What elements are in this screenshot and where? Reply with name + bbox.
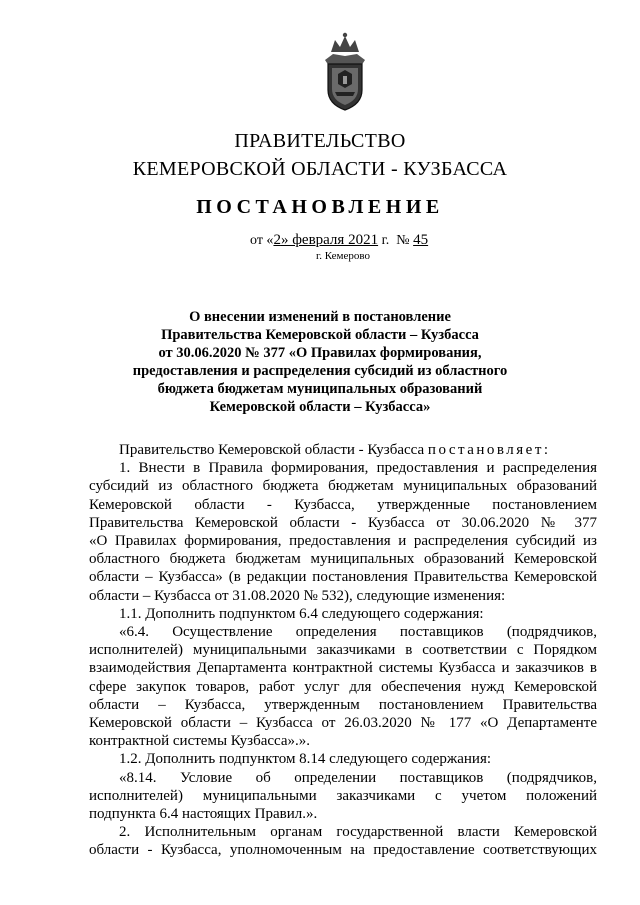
- date-year-suffix: г.: [378, 233, 390, 248]
- number-prefix: №: [396, 233, 410, 248]
- date-month-year: » февраля 2021: [280, 232, 379, 248]
- text-line: «6.4. Осуществление определения поставщиков (подрядчиков,: [119, 624, 597, 641]
- text-line: области – Кузбасса» (в редакции постановления Правительства Кемеровской: [89, 569, 597, 586]
- government-title-line2: КЕМЕРОВСКОЙ ОБЛАСТИ - КУЗБАССА: [132, 158, 508, 180]
- document-subject: [100, 308, 540, 416]
- text-line: «О Правилах формирования, предоставления и распределения субсидий из: [89, 533, 597, 550]
- document-city: г. Кемерово: [315, 250, 371, 262]
- document-type-heading: ПОСТАНОВЛЕНИЕ: [196, 196, 444, 218]
- paragraph-8-14: [89, 769, 597, 824]
- subject-line: предоставления и распределения субсидий из областного: [132, 363, 508, 379]
- document-number: 45: [413, 232, 429, 248]
- text-line: исполнителей) муниципальными заказчиками в соответствии с Порядком: [89, 642, 597, 659]
- text-line: Кемеровской области - Кузбасса, утвержденные постановлением: [89, 496, 597, 513]
- text-line: Кемеровской области – Кузбасса от 26.03.2020 № 177 «О Департаменте: [89, 715, 597, 732]
- date-prefix: от «: [250, 233, 274, 248]
- government-title-line1: ПРАВИТЕЛЬСТВО: [234, 130, 406, 152]
- text-line: подпункта 6.4 настоящих Правил.».: [89, 806, 318, 823]
- text-line: области – Кузбасса, утвержденным постановлением Правительства: [89, 696, 597, 713]
- subject-line: от 30.06.2020 № 377 «О Правилах формирования,: [158, 345, 482, 361]
- text-line: субсидий из областного бюджета бюджетам муниципальных образований: [89, 478, 597, 495]
- subject-line: Правительства Кемеровской области – Кузбасса: [161, 327, 479, 343]
- text-line: «8.14. Условие об определении поставщиков (подрядчиков,: [119, 769, 597, 786]
- text-line: контрактной системы Кузбасса».».: [89, 733, 311, 750]
- date-day-month-year: [273, 232, 378, 248]
- text-line: области – Кузбасса от 31.08.2020 № 532), следующие изменения:: [89, 587, 506, 604]
- paragraph-2: [89, 823, 597, 859]
- text-line: Правительства Кемеровской области - Кузбасса от 30.06.2020 № 377: [89, 514, 597, 531]
- document-date-number: [250, 232, 428, 249]
- intro-paragraph: [89, 441, 597, 459]
- intro-verb: постановляет:: [427, 442, 551, 458]
- paragraph-1-2: 1.2. Дополнить подпунктом 8.14 следующего содержания:: [119, 751, 492, 768]
- text-line: 2. Исполнительным органам государственной власти Кемеровской: [119, 824, 597, 841]
- text-line: взаимодействия Департамента контрактной системы Кузбасса и заказчиков в: [89, 660, 597, 677]
- text-line: областного бюджета бюджетам муниципальных образований Кемеровской: [89, 551, 597, 568]
- text-line: 1. Внести в Правила формирования, предоставления и распределения: [119, 460, 597, 477]
- text-line: сфере закупок товаров, работ услуг для обеспечения нужд Кемеровской: [89, 678, 597, 695]
- coat-of-arms-emblem: [319, 30, 371, 112]
- document-body: [89, 441, 597, 860]
- paragraph-6-4: [89, 623, 597, 750]
- intro-text: Правительство Кемеровской области - Кузбасса: [119, 442, 428, 458]
- paragraph-1-1: 1.1. Дополнить подпунктом 6.4 следующего содержания:: [119, 605, 484, 622]
- text-line: исполнителей) муниципальными заказчиками с учетом положений: [89, 787, 597, 804]
- subject-line: О внесении изменений в постановление: [189, 309, 451, 325]
- text-line: области - Кузбасса, уполномоченным на предоставление соответствующих: [89, 842, 597, 859]
- subject-line: бюджета бюджетам муниципальных образований: [157, 381, 483, 397]
- paragraph-1: [89, 459, 597, 605]
- date-day: 2: [273, 232, 281, 248]
- subject-line: Кемеровской области – Кузбасса»: [209, 399, 431, 415]
